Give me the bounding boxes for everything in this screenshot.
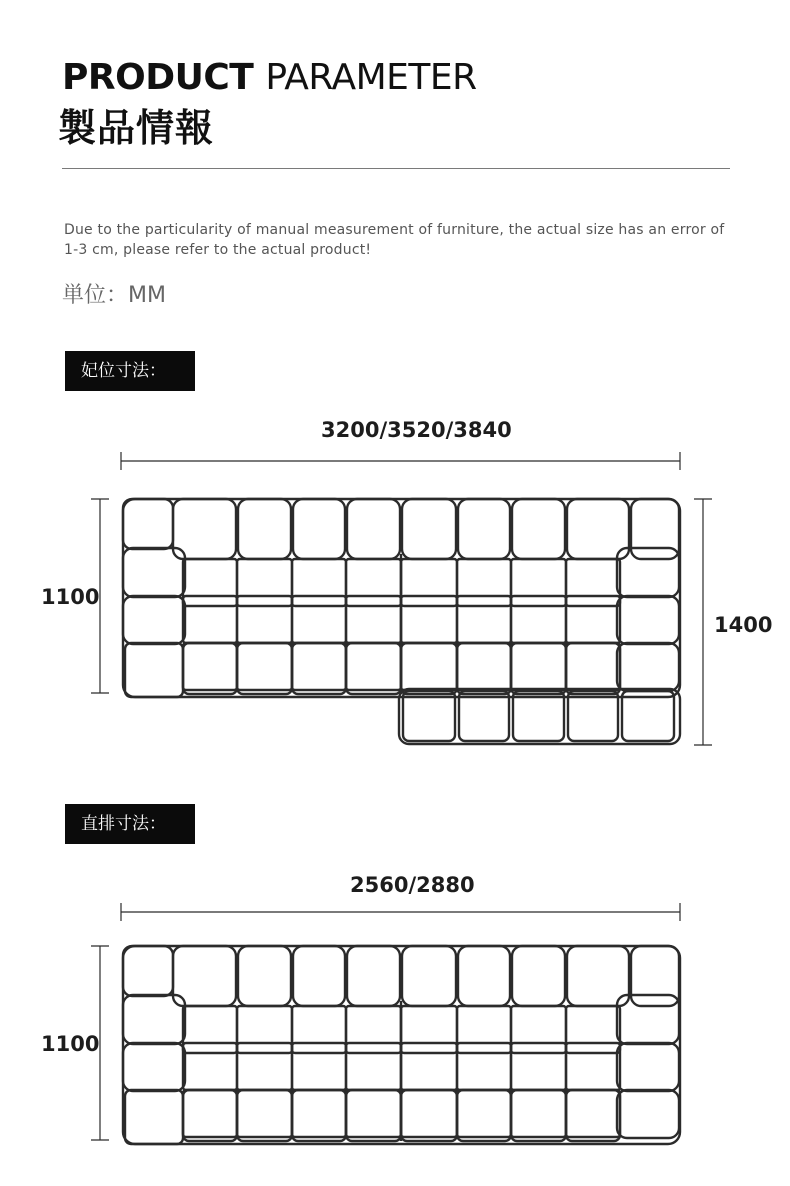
seat-cushion (511, 596, 566, 643)
back-cushion (402, 499, 456, 559)
unit-label: 単位：MM (62, 283, 166, 308)
seat-cushion (457, 643, 511, 690)
seat-cushion (401, 1090, 457, 1137)
seat-cushion (292, 1006, 346, 1053)
seat-cushion (346, 1043, 401, 1090)
back-cushion (293, 946, 345, 1006)
seat-cushion (237, 559, 292, 606)
right-arm-cushion (617, 1090, 679, 1138)
chaise-cushion (568, 691, 618, 741)
chaise-cushion (459, 691, 509, 741)
back-cushion (458, 499, 510, 559)
seat-cushion (346, 1090, 401, 1137)
title-bold: PRODUCT (62, 57, 254, 98)
chaise-cushion (513, 691, 564, 741)
seat-cushion (457, 559, 511, 606)
seat-cushion (511, 1090, 566, 1137)
straight-left-height-label: 1100 (41, 1032, 100, 1056)
back-cushion (123, 946, 173, 996)
seat-cushion (566, 596, 620, 643)
seat-cushion (346, 559, 401, 606)
seat-cushion (346, 1006, 401, 1053)
seat-cushion (457, 596, 511, 643)
back-cushion (347, 499, 400, 559)
seat-cushion (183, 1090, 237, 1141)
seat-cushion (237, 1090, 292, 1137)
seat-cushion (511, 643, 566, 694)
chaise-right-height-label: 1400 (714, 613, 773, 637)
seat-cushion (183, 643, 237, 690)
page-title-chinese: 製品情報 (58, 106, 215, 150)
seat-cushion (401, 643, 457, 690)
seat-cushion (346, 596, 401, 643)
seat-cushion (237, 643, 292, 694)
back-cushion (402, 946, 456, 1006)
chaise-cushion (403, 691, 455, 741)
seat-cushion (401, 1090, 457, 1141)
seat-cushion (346, 643, 401, 690)
seat-cushion (566, 1090, 620, 1141)
seat-cushion (183, 1006, 237, 1053)
seat-cushion (457, 1090, 511, 1137)
back-cushion (123, 499, 173, 549)
seat-cushion (401, 559, 457, 606)
left-arm-cushion (123, 596, 185, 644)
seat-cushion (401, 1006, 457, 1053)
seat-cushion (566, 559, 620, 606)
seat-cushion (292, 596, 346, 643)
seat-cushion (183, 643, 237, 694)
seat-cushion (566, 1043, 620, 1090)
chaise-left-height-label: 1100 (41, 585, 100, 609)
back-cushion (347, 946, 400, 1006)
left-arm-cushion (125, 1090, 183, 1144)
seat-cushion (237, 596, 292, 643)
seat-cushion (566, 1006, 620, 1053)
back-cushion (512, 499, 565, 559)
seat-cushion (511, 1043, 566, 1090)
seat-cushion (566, 643, 620, 694)
sofa-drawing-straight (123, 946, 680, 1144)
seat-cushion (457, 1090, 511, 1141)
sofa-drawing-chaise (123, 499, 680, 744)
seat-cushion (401, 596, 457, 643)
right-arm-cushion (617, 643, 679, 691)
seat-cushion (511, 559, 566, 606)
seat-cushion (346, 1090, 401, 1141)
seat-cushion (457, 1006, 511, 1053)
seat-cushion (237, 1006, 292, 1053)
seat-cushion (401, 1043, 457, 1090)
seat-cushion (183, 1043, 237, 1090)
seat-cushion (237, 1043, 292, 1090)
seat-cushion (457, 643, 511, 694)
back-cushion (512, 946, 565, 1006)
seat-cushion (183, 559, 237, 606)
seat-cushion (237, 1090, 292, 1141)
title-light: PARAMETER (265, 57, 477, 98)
left-arm-cushion (123, 1043, 185, 1091)
seat-cushion (566, 643, 620, 690)
back-cushion (631, 499, 679, 559)
right-arm-cushion (617, 1043, 679, 1091)
seat-cushion (292, 643, 346, 694)
seat-cushion (183, 596, 237, 643)
section-badge-chaise: 妃位寸法： (65, 351, 195, 391)
seat-cushion (183, 1090, 237, 1137)
back-cushion (631, 946, 679, 1006)
seat-cushion (292, 1043, 346, 1090)
seat-cushion (511, 643, 566, 690)
measurement-note: Due to the particularity of manual measurement of furniture, the actual size has an error of 1-3 cm, please refer to the actual product! (64, 222, 725, 258)
seat-cushion (566, 1090, 620, 1137)
seat-cushion (401, 643, 457, 694)
back-cushion (238, 499, 291, 559)
back-cushion (238, 946, 291, 1006)
seat-cushion (511, 1090, 566, 1141)
seat-cushion (292, 1090, 346, 1141)
left-arm-cushion (125, 643, 183, 697)
seat-cushion (457, 1043, 511, 1090)
right-arm-cushion (617, 596, 679, 644)
seat-cushion (292, 1090, 346, 1137)
back-cushion (458, 946, 510, 1006)
seat-cushion (346, 643, 401, 694)
seat-cushion (292, 643, 346, 690)
seat-cushion (511, 1006, 566, 1053)
back-cushion (293, 499, 345, 559)
section-badge-straight: 直排寸法： (65, 804, 195, 844)
straight-width-label: 2560/2880 (350, 873, 475, 897)
chaise-width-label: 3200/3520/3840 (321, 418, 512, 442)
seat-cushion (237, 643, 292, 690)
chaise-cushion (622, 691, 674, 741)
seat-cushion (292, 559, 346, 606)
straight-dimension-lines (91, 903, 680, 1140)
